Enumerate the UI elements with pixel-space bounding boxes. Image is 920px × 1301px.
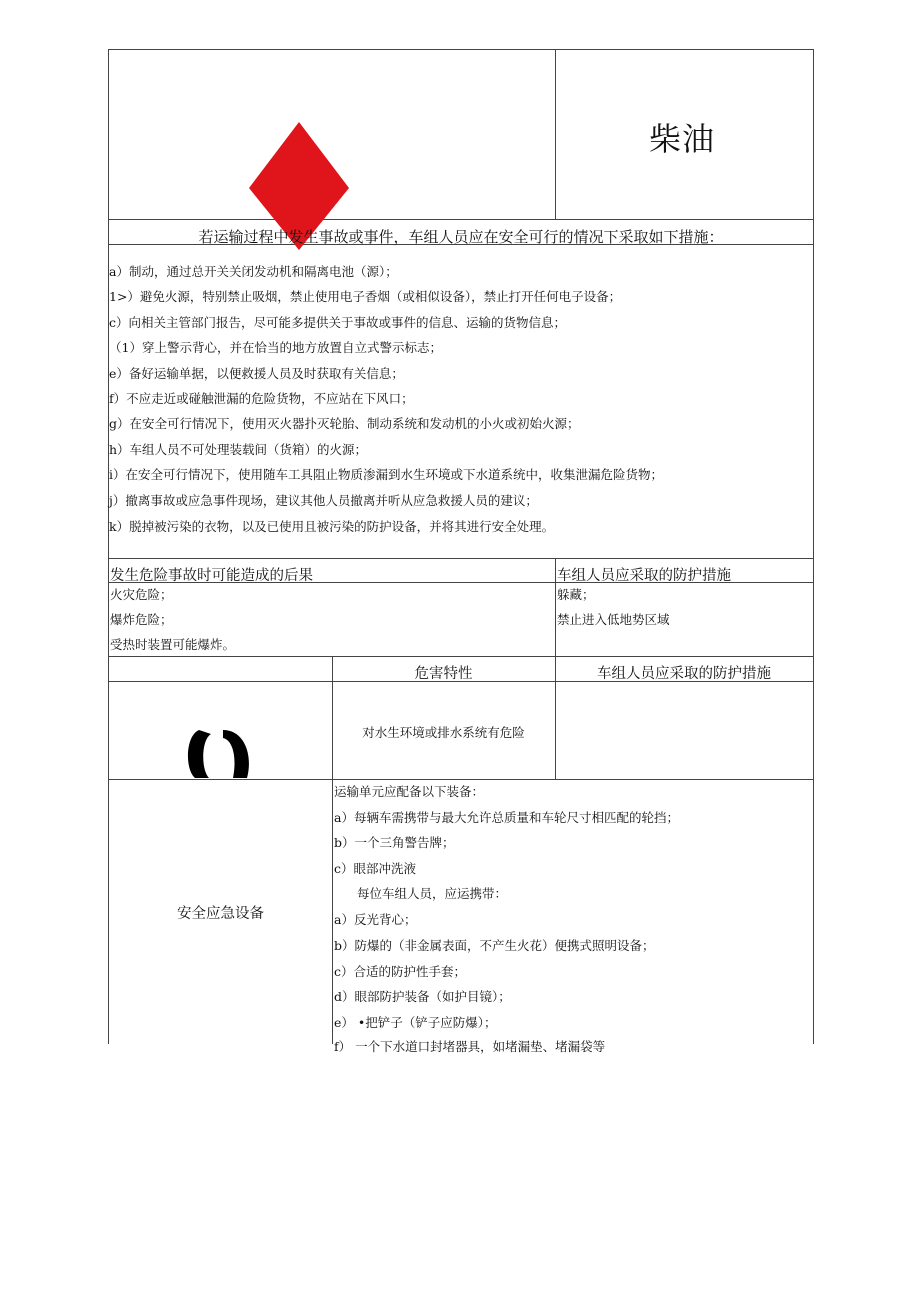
hazard-protection-header: 车组人员应采取的防护措施 (597, 666, 771, 682)
equipment-item: a）每辆车需携带与最大允许总质量和车轮尺寸相匹配的轮挡； (334, 810, 679, 825)
protection-item: 禁止进入低地势区域 (557, 612, 670, 627)
divider (109, 656, 813, 657)
emergency-heading: 若运输过程中发生事故或事件，车组人员应在安全可行的情况下采取如下措施： (198, 228, 724, 246)
divider (555, 558, 556, 656)
divider (555, 50, 556, 219)
symbol-left-stroke-icon (188, 730, 211, 778)
equipment-item: 运输单元应配备以下装备： (334, 784, 485, 799)
hazard-description: 对水生环境或排水系统有危险 (362, 725, 525, 740)
emergency-card-table (108, 49, 814, 1054)
equipment-item: 每位车组人员，应运携带： (357, 886, 508, 901)
measure-item: （1）穿上警示背心，并在恰当的地方放置自立式警示标志； (109, 340, 442, 355)
measure-item: f）不应走近或碰触泄漏的危险货物，不应站在下风口； (109, 391, 414, 406)
equipment-item: a）反光背心； (334, 912, 417, 927)
consequence-item: 火灾危险； (110, 587, 173, 602)
equipment-label: 安全应急设备 (177, 906, 264, 922)
divider (109, 219, 813, 220)
measure-item: e）备好运输单据，以便救援人员及时获取有关信息； (109, 366, 404, 381)
divider (332, 656, 333, 1044)
consequence-item: 受热时装置可能爆炸。 (110, 637, 236, 652)
equipment-item: c）合适的防护性手套； (334, 964, 467, 979)
flammable-diamond-label (229, 110, 349, 220)
equipment-item: c）眼部冲洗液 (334, 861, 417, 876)
environment-hazard-symbol (183, 726, 263, 779)
consequence-item: 爆炸危险； (110, 612, 173, 627)
protection-header: 车组人员应采取的防护措施 (557, 568, 731, 584)
measure-item: 1>）避免火源，特别禁止吸烟，禁止使用电子香烟（或相似设备），禁止打开任何电子设备； (109, 289, 622, 304)
symbol-right-stroke-icon (223, 730, 249, 778)
measure-item: j）撤离事故或应急事件现场，建议其他人员撤离并听从应急救援人员的建议； (109, 493, 538, 508)
equipment-item: b）一个三角警告牌； (334, 835, 455, 850)
measure-item: k）脱掉被污染的衣物，以及已使用且被污染的防护设备，并将其进行安全处理。 (109, 519, 555, 534)
hazard-header: 危害特性 (414, 666, 473, 682)
equipment-item: b）防爆的（非金属表面，不产生火花）便携式照明设备； (334, 938, 655, 953)
measure-item: g）在安全可行情况下，使用灭火器扑灭轮胎、制动系统和发动机的小火或初始火源； (109, 416, 580, 431)
divider (109, 779, 813, 780)
equipment-item: f） 一个下水道口封堵器具，如堵漏垫、堵漏袋等 (334, 1039, 606, 1054)
protection-item: 躲藏； (557, 587, 595, 602)
consequences-header: 发生危险事故时可能造成的后果 (110, 568, 313, 584)
divider (109, 558, 813, 559)
equipment-item: d）眼部防护装备（如护目镜）； (334, 989, 511, 1004)
measure-item: i）在安全可行情况下，使用随车工具阻止物质渗漏到水生环境或下水道系统中，收集泄漏危险货物； (109, 467, 663, 482)
product-name: 柴油 (649, 120, 716, 158)
equipment-item: e） •把铲子（铲子应防爆）； (334, 1015, 497, 1030)
measure-item: c）向相关主管部门报告，尽可能多提供关于事故或事件的信息、运输的货物信息； (109, 315, 567, 330)
measure-item: a）制动，通过总开关关闭发动机和隔离电池（源）； (109, 264, 398, 279)
measure-item: h）车组人员不可处理装载间（货箱）的火源； (109, 442, 368, 457)
